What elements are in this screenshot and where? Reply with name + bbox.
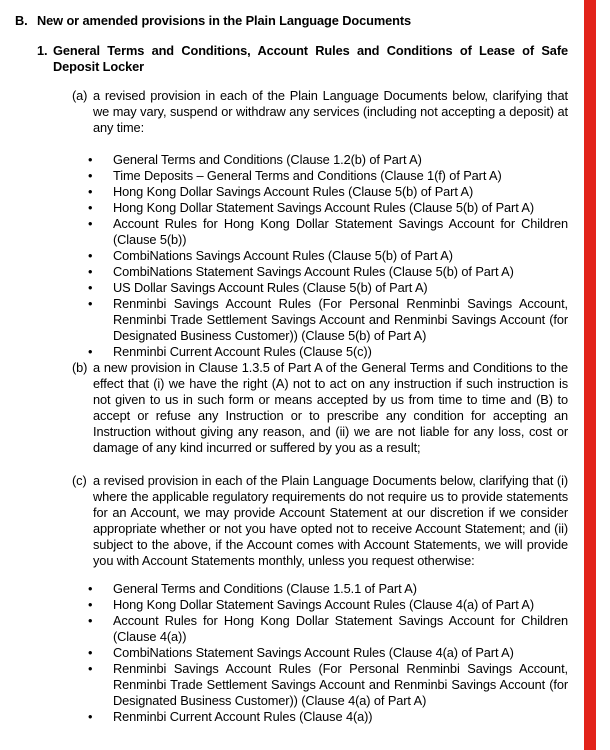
list-item xyxy=(88,645,568,661)
section-b-label: B. xyxy=(15,13,28,28)
bullet-list-a xyxy=(88,152,568,360)
list-item-text: CombiNations Statement Savings Account Rules (Clause 4(a) of Part A) xyxy=(113,645,514,660)
paragraph-c-label: (c) xyxy=(72,473,87,488)
list-item xyxy=(88,264,568,280)
list-item-text: Account Rules for Hong Kong Dollar Statement Savings Account for Children (Clause 5(b)) xyxy=(113,216,568,247)
list-item-text: CombiNations Statement Savings Account Rules (Clause 5(b) of Part A) xyxy=(113,264,514,279)
paragraph-a-label: (a) xyxy=(72,88,88,103)
bullet-icon: • xyxy=(88,613,93,628)
list-item xyxy=(88,709,568,725)
list-item xyxy=(88,597,568,613)
bullet-icon: • xyxy=(88,280,93,295)
bullet-icon: • xyxy=(88,344,93,359)
list-item-text: General Terms and Conditions (Clause 1.5.1 of Part A) xyxy=(113,581,417,596)
bullet-icon: • xyxy=(88,184,93,199)
bullet-icon: • xyxy=(88,216,93,231)
bullet-icon: • xyxy=(88,248,93,263)
section-b-heading xyxy=(15,13,568,29)
list-item-text: Renminbi Current Account Rules (Clause 4(a)) xyxy=(113,709,373,724)
red-accent-bar xyxy=(584,0,596,750)
list-item-text: Renminbi Savings Account Rules (For Personal Renminbi Savings Account, Renminbi Trade Settlement Savings Account and Renminbi Savings Account (for Designated Business Customer)) (Clause 5(b) of Part A) xyxy=(113,296,568,343)
list-item xyxy=(88,280,568,296)
paragraph-a xyxy=(72,88,568,136)
bullet-icon: • xyxy=(88,645,93,660)
paragraph-b xyxy=(72,360,568,456)
list-item-text: Renminbi Savings Account Rules (For Personal Renminbi Savings Account, Renminbi Trade Settlement Savings Account and Renminbi Savings Account (for Designated Business Customer)) (Clause 4(a) of Part A) xyxy=(113,661,568,708)
item-1-label: 1. xyxy=(37,43,48,58)
bullet-icon: • xyxy=(88,264,93,279)
bullet-icon: • xyxy=(88,709,93,724)
list-item-text: Hong Kong Dollar Statement Savings Account Rules (Clause 5(b) of Part A) xyxy=(113,200,535,215)
list-item-text: Account Rules for Hong Kong Dollar Statement Savings Account for Children (Clause 4(a)) xyxy=(113,613,568,644)
paragraph-b-label: (b) xyxy=(72,360,88,375)
list-item-text: Time Deposits – General Terms and Conditions (Clause 1(f) of Part A) xyxy=(113,168,502,183)
list-item xyxy=(88,152,568,168)
bullet-icon: • xyxy=(88,296,93,311)
paragraph-b-text: a new provision in Clause 1.3.5 of Part A of the General Terms and Conditions to the effect that (i) we have the right (A) not to act on any instruction if such instruction is not given to us in such form or means accepted by us from time to time and (B) to accept or refuse any Instruction or to prescribe any condition for accepting an Instruction without giving any reason, and (ii) we are not liable for any loss, cost or damage of any kind incurred or suffered by you as a result; xyxy=(93,360,568,455)
list-item-text: Hong Kong Dollar Statement Savings Account Rules (Clause 4(a) of Part A) xyxy=(113,597,535,612)
list-item xyxy=(88,581,568,597)
paragraph-a-text: a revised provision in each of the Plain Language Documents below, clarifying that we may vary, suspend or withdraw any services (including not accepting a deposit) at any time: xyxy=(93,88,568,135)
section-b-title: New or amended provisions in the Plain Language Documents xyxy=(37,13,412,28)
list-item-text: US Dollar Savings Account Rules (Clause 5(b) of Part A) xyxy=(113,280,428,295)
bullet-icon: • xyxy=(88,597,93,612)
list-item xyxy=(88,216,568,248)
list-item-text: General Terms and Conditions (Clause 1.2(b) of Part A) xyxy=(113,152,422,167)
bullet-icon: • xyxy=(88,200,93,215)
list-item xyxy=(88,344,568,360)
bullet-icon: • xyxy=(88,168,93,183)
list-item xyxy=(88,184,568,200)
list-item xyxy=(88,613,568,645)
bullet-icon: • xyxy=(88,661,93,676)
list-item xyxy=(88,661,568,709)
list-item-text: Hong Kong Dollar Savings Account Rules (Clause 5(b) of Part A) xyxy=(113,184,474,199)
document-page xyxy=(0,13,568,725)
paragraph-c xyxy=(72,473,568,569)
bullet-icon: • xyxy=(88,152,93,167)
list-item-text: Renminbi Current Account Rules (Clause 5(c)) xyxy=(113,344,372,359)
bullet-icon: • xyxy=(88,581,93,596)
list-item xyxy=(88,200,568,216)
list-item xyxy=(88,168,568,184)
item-1-title: General Terms and Conditions, Account Rules and Conditions of Lease of Safe Deposit Locker xyxy=(53,43,568,74)
bullet-list-c xyxy=(88,581,568,725)
list-item xyxy=(88,296,568,344)
paragraph-c-text: a revised provision in each of the Plain Language Documents below, clarifying that (i) where the applicable regulatory requirements do not require us to provide statements for an Account, we may provide Account Statement at our discretion if we consider appropriate whether or not you have opted not to receive Account Statement; and (ii) subject to the above, if the Account comes with Account Statements, we will provide you with Account Statements monthly, unless you request otherwise: xyxy=(93,473,568,568)
list-item-text: CombiNations Savings Account Rules (Clause 5(b) of Part A) xyxy=(113,248,453,263)
item-1-heading xyxy=(37,43,568,75)
list-item xyxy=(88,248,568,264)
